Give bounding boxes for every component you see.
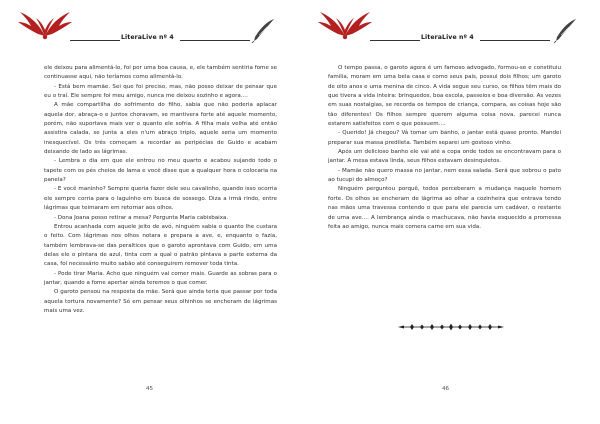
winged-emblem-icon bbox=[16, 6, 74, 42]
paragraph: Entrou acanhada com aquele jeito de avó, ninguém sabia o quanto lhe custara o feito. Com lágrimas nos olhos notara e prepara a ave, e, enquanto o fazia, também lembrava-se das peraltices que o garoto aprontava com Guido, em uma delas ele o pintara de azul, tinta com a qual o patrão pintava a parte externa da casa, foi necessário muito sabão até conseguirem remover toda tinta. bbox=[44, 223, 277, 268]
paragraph: - E você maninho? Sempre queria fazer dele seu cavalinho, quando isso ocorria ele sempre corria para o laguinho em busca de sossego. Diza a irmã rindo, entre lágrimas que teimaram em retornar aos olhos. bbox=[44, 186, 277, 212]
paragraph: O tempo passa, o garoto agora é um famoso advogado, formou-se e constituiu família, moram em uma bela casa e como seus pais, possui dois filhos; um garoto de oito anos e uma menina de cinco. A vida segue seu curso, os filhos têm mais do que tivera a vida inteira: brinquedos, boa escola, passeios e boa diversão. As vezes em suas nostalgias, se recorda os tempos de criança, compara, as coisas hoje são tão diferentes! Os filhos sempre querem alguma coisa nova, parecei nunca estarem satisfeitos com o que possuem.... bbox=[328, 65, 561, 128]
paragraph: - Querido! Já chegou? Vá tomar um banho, o jantar está quase pronto. Mandei preparar sua massa predileta. Também separei um gostoso vinho. bbox=[328, 130, 561, 146]
paragraph: - Pode tirar Maria. Acho que ninguém vai comer mais. Guarde as sobras para o jantar, quando a fome apertar ainda teremos o que comer. bbox=[44, 270, 277, 286]
paragraph: - Dona Joana posso retirar a mesa? Pergunta Maria cabisbaixa. bbox=[54, 214, 229, 221]
header-rule-right bbox=[480, 40, 550, 41]
paragraph: ele deixou para alimentá-lo, foi por uma boa causa, e, ele também sentiria fome se continuasse aqui, não teríamos como alimentá-lo. bbox=[44, 65, 277, 81]
right-page bbox=[300, 0, 600, 424]
paragraph: - Está bem mamãe. Sei que foi preciso, mas, não posso deixar de pensar que eu o traí. Ele sempre foi meu amigo, nunca me deixou sozinho e agora.... bbox=[44, 83, 277, 100]
left-body-text bbox=[44, 64, 277, 316]
header-rule-left bbox=[70, 40, 120, 41]
header-title: LiteraLive nº 4 bbox=[121, 34, 174, 41]
paragraph: - Lembra o dia em que ele entrou no meu quarto e acabou sujando todo o tapete com os pés cheios de lama e você disse que a qualquer hora o colocaria na panela? bbox=[44, 158, 277, 184]
page-number: 45 bbox=[146, 386, 154, 392]
paragraph: O garoto pensou na resposta da mãe. Será que ainda teria que passar por toda aquela tortura novamente? Só em pensar seus olhinhos se encheram de lágrimas mais uma vez. bbox=[44, 289, 277, 314]
winged-emblem-icon bbox=[316, 6, 374, 42]
ornamental-divider-icon bbox=[396, 322, 506, 332]
page-number: 46 bbox=[442, 386, 450, 392]
quill-pen-icon bbox=[250, 18, 276, 44]
paragraph: Após um delicioso banho ele vai até a copa onde todos se encontravam para o jantar. A mesa estava linda, seus filhos estavam desinquietos. bbox=[328, 149, 561, 165]
paragraph: Ninguém perguntou porquê, todos perceberam a mudança naquele homem forte. Os olhos se encheram de lágrima ao olhar a cozinheira que entrava tendo nas mãos uma travessa contendo o que para ele parecia um cadáver, o restante de uma ave.... A lembrança ainda o machucava, não havia esquecido a promessa feita ao amigo, nunca mais comera carne em sua vida. bbox=[328, 186, 561, 230]
quill-pen-icon bbox=[552, 18, 578, 44]
header-rule-right bbox=[180, 40, 250, 41]
header-rule-left bbox=[370, 40, 420, 41]
paragraph: A mãe compartilha do sofrimento do filho, sabia que não poderia aplacar aquela dor, abraça-o e juntos choravam, se mantivera forte até aquele momento, porém, não suportava mais ver o quanto ele sofria. A filha mais velha até então assistira calada, se junta a eles n'um abraço triplo, aquele seria um momento inesquecível. Os três começam a recordar as peripécias de Guido e acabam deixando de lado as lágrimas. bbox=[44, 102, 277, 156]
header-title: LiteraLive nº 4 bbox=[421, 34, 474, 41]
paragraph: - Mamãe não quero massa no jantar, nem essa salada. Será que sobrou o pato ao tucupi do almoço? bbox=[328, 167, 561, 184]
right-body-text bbox=[328, 64, 561, 232]
